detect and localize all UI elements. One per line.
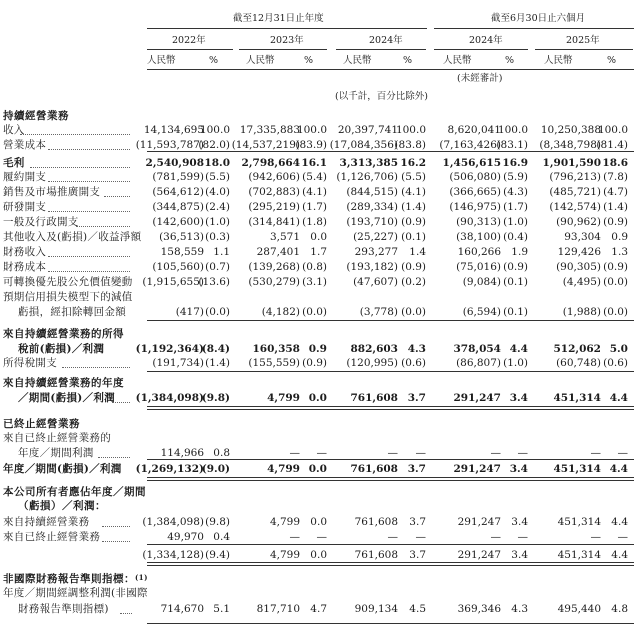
percent-cell: 3.7 [407,392,426,404]
header-group-six-months: 截至6月30日止六個月 [491,13,586,24]
percent-cell: (4.3) [503,186,528,198]
subtotal-rule [147,151,634,152]
amount-cell: 93,304 [564,231,601,243]
percent-cell: (0.4) [503,231,528,243]
percent-cell: 5.0 [609,343,628,355]
percent-cell: 3.7 [409,549,426,561]
percent-cell: (4.1) [401,186,426,198]
section-discontinued: 已終止經營業務 [3,418,80,430]
amount-cell: — [590,447,601,459]
percent-cell: (0.9) [503,261,528,273]
percent-cell: (13.6) [198,276,230,288]
amount-cell: 129,426 [557,246,601,258]
percent-cell: (9.0) [201,463,230,475]
percent-cell: 0.0 [310,516,327,528]
amount-cell: 369,346 [457,603,501,615]
amount-cell: (9,084) [462,276,501,288]
row-label-cost: 營業成本 [3,139,47,151]
percent-cell: 1.4 [409,246,426,258]
percent-cell: (5.4) [302,171,327,183]
percent-cell: — [316,531,327,543]
percent-cell: (0.9) [302,357,327,369]
row-label-finance-income: 財務收入 [3,246,47,258]
amount-cell: (47,607) [353,276,398,288]
row-label-ga: 一般及行政開支 [3,216,79,228]
percent-cell: 100.0 [497,124,528,136]
percent-cell: — [617,531,628,543]
percent-cell: 0.0 [308,463,327,475]
amount-cell: (90,313) [456,216,501,228]
percent-cell: 16.9 [502,157,528,169]
subtotal-rule [147,320,634,321]
amount-cell: 4,799 [267,392,300,404]
percent-cell: (0.3) [205,231,230,243]
percent-cell: 100.0 [199,124,230,136]
amount-cell: (295,219) [248,201,300,213]
amount-cell: 8,620,041 [447,124,501,136]
amount-cell: (1,192,364) [135,343,204,355]
total-rule [147,409,634,410]
percent-cell: (0.6) [401,357,426,369]
amount-cell: 291,247 [457,549,501,561]
amount-cell: (120,995) [346,357,398,369]
percent-cell: 1.7 [310,246,327,258]
amount-cell: 4,799 [269,549,300,561]
year-2024: 2024年 [369,35,403,46]
amount-cell: (191,734) [152,357,204,369]
amount-cell: 160,358 [252,343,300,355]
amount-cell: 451,314 [557,516,601,528]
header-rule [535,49,633,50]
percent-cell: 4.7 [310,603,327,615]
amount-cell: 114,966 [160,447,204,459]
total-rule [147,480,634,481]
amount-cell: 1,901,590 [542,157,601,169]
amount-cell: 761,608 [354,549,398,561]
amount-cell: (366,665) [449,186,501,198]
row-label-fv-change: 可轉換優先股公允價值變動 [3,276,133,288]
percent-cell: (0.8) [302,261,327,273]
header-rule [147,69,634,70]
amount-cell: (4,495) [562,276,601,288]
amount-cell: (6,594) [462,306,501,318]
percent-cell: (0.9) [603,261,628,273]
amount-cell: 882,603 [350,343,398,355]
amount-cell: 761,608 [350,392,398,404]
col-currency: 人民幣 [343,55,372,66]
header-rule [434,49,528,50]
amount-cell: (86,807) [456,357,501,369]
percent-cell: (0.1) [503,276,528,288]
total-rule [147,565,634,566]
percent-cell: 4.4 [611,516,628,528]
percent-cell: (7.8) [603,171,628,183]
amount-cell: (14,537,219) [231,139,300,151]
amount-cell: (702,883) [248,186,300,198]
percent-cell: 3.4 [509,463,528,475]
percent-cell: (1.0) [503,216,528,228]
percent-cell: (0.6) [603,357,628,369]
percent-cell: 4.3 [511,603,528,615]
section-pretax: 來自持續經營業務的所得 [3,328,124,340]
row-label-rnd: 研發開支 [3,201,47,213]
percent-cell: (5.5) [401,171,426,183]
percent-cell: 16.1 [301,157,327,169]
percent-cell: 18.6 [602,157,628,169]
amount-cell: 512,062 [553,343,601,355]
percent-cell: 1.1 [213,246,230,258]
percent-cell: (4.7) [603,186,628,198]
col-currency: 人民幣 [246,55,275,66]
percent-cell: (0.1) [503,306,528,318]
col-currency: 人民幣 [147,55,176,66]
percent-cell: 100.0 [597,124,628,136]
percent-cell: — [415,447,426,459]
col-percent: % [505,55,515,66]
percent-cell: — [617,447,628,459]
amount-cell: (3,778) [359,306,398,318]
percent-cell: (0.0) [302,306,327,318]
row-label-gross-profit: 毛利 [3,157,25,169]
amount-cell: 49,970 [167,531,204,543]
percent-cell: 1.3 [611,246,628,258]
percent-cell: 100.0 [395,124,426,136]
amount-cell: 4,799 [267,463,300,475]
percent-cell: — [316,447,327,459]
percent-cell: — [415,531,426,543]
header-rule [434,28,634,29]
row-label-adjusted-2: 財務報告準則指標) [18,603,109,615]
percent-cell: (0.0) [603,276,628,288]
percent-cell: 3.7 [407,463,426,475]
percent-cell: (83.9) [295,139,327,151]
percent-cell: (8.4) [201,343,230,355]
amount-cell: (781,599) [152,171,204,183]
amount-cell: (75,016) [456,261,501,273]
amount-cell: (942,606) [248,171,300,183]
footnote-marker: (1) [135,573,148,582]
amount-cell: (139,268) [248,261,300,273]
amount-cell: 378,054 [453,343,501,355]
amount-cell: (289,334) [346,201,398,213]
row-label-pretax: 稅前(虧損)／利潤 [18,343,105,355]
percent-cell: 0.0 [310,549,327,561]
section-nonifrs-label: 非國際財務報告準則指標： [3,573,135,585]
col-currency: 人民幣 [443,55,472,66]
percent-cell: (0.1) [401,231,426,243]
percent-cell: 0.0 [308,392,327,404]
percent-cell: 0.8 [213,447,230,459]
subtotal-rule [147,623,634,624]
unaudited-note: (未經審計) [457,73,503,84]
percent-cell: (4.0) [205,186,230,198]
percent-cell: (2.4) [205,201,230,213]
percent-cell: (0.9) [401,261,426,273]
percent-cell: (5.5) [205,171,230,183]
percent-cell: 3.4 [511,516,528,528]
amount-cell: — [387,531,398,543]
percent-cell: 4.3 [407,343,426,355]
amount-cell: — [490,531,501,543]
amount-cell: 2,540,908 [145,157,204,169]
percent-cell: 4.5 [409,603,426,615]
year-2022: 2022年 [172,35,206,46]
amount-cell: (1,269,132) [135,463,204,475]
amount-cell: (796,213) [549,171,601,183]
amount-cell: (314,841) [248,216,300,228]
percent-cell: — [517,531,528,543]
percent-cell: 0.9 [611,231,628,243]
year-2024-h1: 2024年 [469,35,503,46]
amount-cell: 761,608 [354,516,398,528]
row-label-ecl-2: 虧損，經扣除轉回金額 [18,306,126,318]
row-label-attrib-discontinued: 來自已終止經營業務 [3,531,101,543]
percent-cell: 4.4 [609,392,628,404]
percent-cell: (1.4) [401,201,426,213]
percent-cell: — [517,447,528,459]
row-label-tax: 所得稅開支 [3,357,57,369]
amount-cell: — [387,447,398,459]
amount-cell: (1,334,128) [142,549,204,561]
percent-cell: (1.0) [205,216,230,228]
percent-cell: 3.4 [511,549,528,561]
percent-cell: (0.9) [401,216,426,228]
percent-cell: (1.4) [205,357,230,369]
percent-cell: 18.0 [204,157,230,169]
amount-cell: 4,799 [269,516,300,528]
row-label-revenue: 收入 [3,124,25,136]
amount-cell: (146,975) [449,201,501,213]
amount-cell: 291,247 [453,463,501,475]
amount-cell: 291,247 [453,392,501,404]
percent-cell: (0.0) [205,306,230,318]
row-label-adjusted-1: 年度／期間經調整利潤(非國際 [3,587,148,599]
total-rule [147,406,634,407]
percent-cell: 4.4 [509,343,528,355]
row-label-other-income: 其他收入及(虧損)／收益淨額 [3,231,142,243]
percent-cell: (1.7) [302,201,327,213]
percent-cell: 4.8 [611,603,628,615]
section-continuing: 持續經營業務 [3,110,69,122]
amount-cell: 158,559 [160,246,204,258]
percent-cell: (0.9) [603,216,628,228]
amount-cell: (1,988) [562,306,601,318]
amount-cell: (193,182) [346,261,398,273]
percent-cell: 0.4 [213,531,230,543]
amount-cell: (25,227) [353,231,398,243]
amount-cell: (193,710) [346,216,398,228]
amount-cell: 451,314 [553,463,601,475]
row-label-net-total: 年度／期間(虧損)／利潤 [3,463,122,475]
year-2023: 2023年 [270,35,304,46]
section-net: 來自持續經營業務的年度 [3,377,124,389]
amount-cell: (1,915,655) [142,276,204,288]
percent-cell: (9.8) [201,392,230,404]
unit-note: (以千計，百分比除外) [335,91,428,102]
percent-cell: (5.9) [503,171,528,183]
amount-cell: 3,313,385 [339,157,398,169]
amount-cell: (506,080) [449,171,501,183]
amount-cell: (485,721) [549,186,601,198]
percent-cell: (4.1) [302,186,327,198]
amount-cell: (155,559) [248,357,300,369]
percent-cell: 0.9 [308,343,327,355]
amount-cell: 17,335,883 [239,124,300,136]
total-rule [147,477,634,478]
header-rule [239,49,327,50]
row-label-disc-2: 年度／期間利潤 [18,447,94,459]
row-label-ecl-1: 預期信用損失模型下的減值 [3,291,133,303]
amount-cell: (142,600) [152,216,204,228]
amount-cell: 291,247 [457,516,501,528]
amount-cell: (4,182) [261,306,300,318]
section-attrib-1: 本公司所有者應佔年度／期間 [3,486,146,498]
percent-cell: (0.2) [401,276,426,288]
amount-cell: 10,250,388 [540,124,601,136]
amount-cell: (1,126,706) [336,171,398,183]
percent-cell: 3.4 [509,392,528,404]
percent-cell: (1.8) [302,216,327,228]
percent-cell: (9.8) [205,516,230,528]
percent-cell: 100.0 [296,124,327,136]
row-label-disc-1: 來自已終止經營業務的 [3,432,111,444]
amount-cell: 451,314 [553,392,601,404]
percent-cell: 1.9 [511,246,528,258]
percent-cell: 3.7 [409,516,426,528]
col-percent: % [607,55,617,66]
section-attrib-2: （虧損）／利潤： [18,500,106,512]
percent-cell: (81.4) [596,139,628,151]
col-currency: 人民幣 [544,55,573,66]
subtotal-rule [147,459,634,460]
percent-cell: (0.0) [603,306,628,318]
total-rule [147,562,634,563]
amount-cell: (11,593,787) [135,139,204,151]
amount-cell: (417) [175,306,204,318]
header-rule [147,28,427,29]
amount-cell: 817,710 [256,603,300,615]
percent-cell: 4.4 [611,549,628,561]
percent-cell: 4.4 [609,463,628,475]
amount-cell: 293,277 [354,246,398,258]
amount-cell: (60,748) [556,357,601,369]
amount-cell: 2,798,664 [241,157,300,169]
percent-cell: (9.4) [205,549,230,561]
percent-cell: (0.7) [205,261,230,273]
percent-cell: (3.1) [302,276,327,288]
amount-cell: 714,670 [160,603,204,615]
row-label-net-continuing: ／期間(虧損)／利潤 [18,392,115,404]
row-label-fulfilment: 履約開支 [3,171,47,183]
subtotal-rule [147,544,634,545]
percent-cell: (0.0) [401,306,426,318]
header-rule [336,49,426,50]
subtotal-rule [147,371,634,372]
percent-cell: (1.7) [503,201,528,213]
amount-cell: (36,513) [159,231,204,243]
header-group-year: 截至12月31日止年度 [233,13,324,24]
col-percent: % [403,55,413,66]
amount-cell: (564,612) [152,186,204,198]
amount-cell: (1,384,098) [135,392,204,404]
amount-cell: — [289,447,300,459]
amount-cell: (142,574) [549,201,601,213]
amount-cell: 287,401 [256,246,300,258]
amount-cell: (90,305) [556,261,601,273]
amount-cell: (38,100) [456,231,501,243]
row-label-selling: 銷售及市場推廣開支 [3,186,101,198]
col-percent: % [209,55,219,66]
amount-cell: (344,875) [152,201,204,213]
row-label-attrib-continuing: 來自持續經營業務 [3,516,90,528]
amount-cell: (90,962) [556,216,601,228]
row-label-finance-cost: 財務成本 [3,261,47,273]
amount-cell: 160,266 [457,246,501,258]
percent-cell: (1.0) [503,357,528,369]
year-2025-h1: 2025年 [566,35,600,46]
amount-cell: 20,397,741 [337,124,398,136]
amount-cell: 3,571 [269,231,300,243]
amount-cell: (17,084,356) [329,139,398,151]
amount-cell: (1,384,098) [142,516,204,528]
amount-cell: 451,314 [557,549,601,561]
section-nonifrs [3,574,148,585]
percent-cell: 0.0 [310,231,327,243]
percent-cell: 5.1 [213,603,230,615]
amount-cell: (7,163,426) [439,139,501,151]
amount-cell: 761,608 [350,463,398,475]
percent-cell: (83.1) [496,139,528,151]
amount-cell: (8,348,798) [539,139,601,151]
amount-cell: — [590,531,601,543]
col-percent: % [304,55,314,66]
amount-cell: (844,515) [346,186,398,198]
amount-cell: 495,440 [557,603,601,615]
header-rule [147,49,233,50]
amount-cell: 909,134 [354,603,398,615]
amount-cell: (105,560) [152,261,204,273]
amount-cell: (530,279) [248,276,300,288]
amount-cell: 14,134,695 [143,124,204,136]
percent-cell: (1.4) [603,201,628,213]
amount-cell: — [490,447,501,459]
percent-cell: (82.0) [198,139,230,151]
percent-cell: (83.8) [394,139,426,151]
amount-cell: — [289,531,300,543]
amount-cell: 1,456,615 [442,157,501,169]
percent-cell: 16.2 [400,157,426,169]
